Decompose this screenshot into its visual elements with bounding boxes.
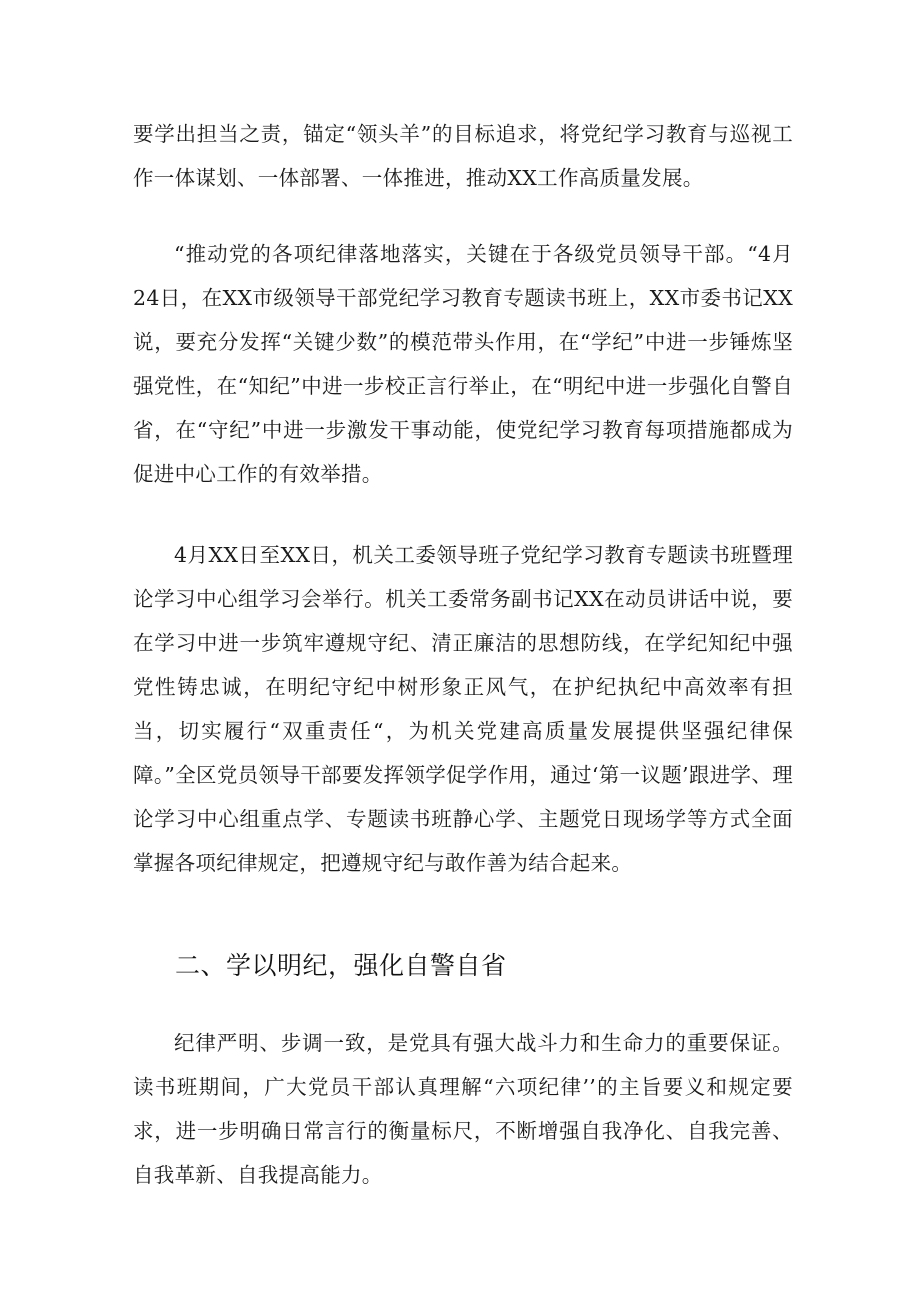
section-heading: 二、学以明纪，强化自警自省 [175,951,507,980]
paragraph-discipline: 纪律严明、步调一致，是党具有强大战斗力和生命力的重要保证。读书班期间，广大党员干部认真理解“六项纪律’’的主旨要义和规定要求，进一步明确日常言行的衡量标尺，不断增强自我净化、自我完善、自我革新、自我提高能力。 [133,1031,793,1187]
paragraph-reading-class: 4月XX日至XX日，机关工委领导班子党纪学习教育专题读书班暨理论学习中心组学习会举行。机关工委常务副书记XX在动员讲话中说，要在学习中进一步筑牢遵规守纪、清正廉洁的思想防线，在学纪知纪中强党性铸忠诚，在明纪守纪中树形象正风气，在护纪执纪中高效率有担当，切实履行“双重责任“，为机关党建高质量发展提供坚强纪律保障。”全区党员领导干部要发挥领学促学作用，通过‘第一议题’跟进学、理论学习中心组重点学、专题读书班静心学、主题党日现场学等方式全面掌握各项纪律规定，把遵规守纪与敢作善为结合起来。 [133,543,793,875]
paragraph-quote-secretary: “推动党的各项纪律落地落实，关键在于各级党员领导干部。“4月24日，在XX市级领导干部党纪学习教育专题读书班上，XX市委书记XX说，要充分发挥“关键少数”的模范带头作用，在“学纪”中进一步锤炼坚强党性，在“知纪”中进一步校正言行举止，在“明纪中进一步强化自警自省，在“守纪”中进一步激发干事动能，使党纪学习教育每项措施都成为促进中心工作的有效举措。 [133,242,793,486]
paragraph-continuation: 要学出担当之责，锚定“领头羊”的目标追求，将党纪学习教育与巡视工作一体谋划、一体部署、一体推进，推动XX工作高质量发展。 [133,122,793,190]
